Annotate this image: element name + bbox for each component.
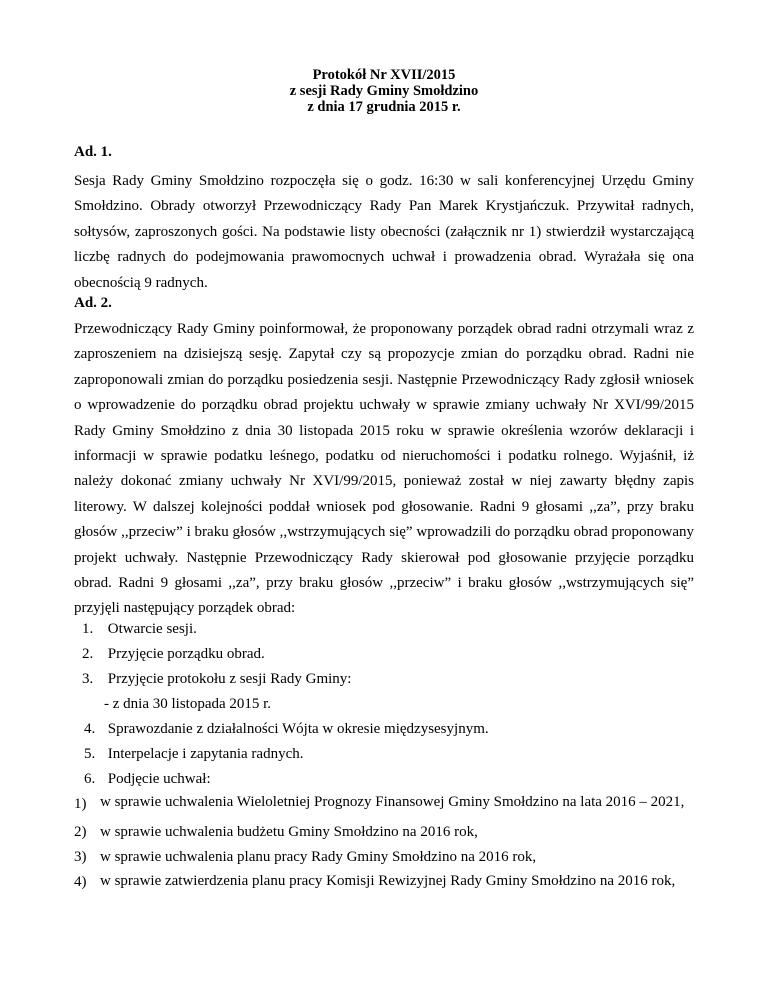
resolution-text: w sprawie zatwierdzenia planu pracy Komisji Rewizyjnej Rady Gminy Smołdzino na 2016 rok, (100, 873, 676, 889)
agenda-subitem (104, 695, 271, 713)
agenda-item (84, 770, 211, 788)
resolution-item (74, 848, 694, 866)
agenda-item-text: Sprawozdanie z działalności Wójta w okresie międzysesyjnym. (107, 721, 489, 737)
agenda-item-number: 5. (84, 746, 96, 762)
resolution-number: 2) (74, 824, 87, 840)
agenda-item-number: 3. (82, 671, 94, 687)
resolution-text: w sprawie uchwalenia Wieloletniej Prognozy Finansowej Gminy Smołdzino na lata 2016 – 2021, (100, 794, 685, 810)
resolution-item (74, 823, 694, 841)
section-heading-ad2: Ad. 2. (74, 295, 112, 311)
document-title: Protokół Nr XVII/2015 (312, 67, 456, 83)
agenda-item (84, 720, 489, 738)
section-heading-ad1: Ad. 1. (74, 144, 112, 160)
section-paragraph-ad1: Sesja Rady Gminy Smołdzino rozpoczęła się o godz. 16:30 w sali konferencyjnej Urzędu Gminy Smołdzino. Obrady otworzył Przewodniczący Rady Pan Marek Krystjańczuk. Przywitał radnych, sołtysów, zaproszonych gości. Na podstawie listy obecności (załącznik nr 1) stwierdził wystarczającą liczbę radnych do podejmowania prawomocnych uchwał i prowadzenia obrad. Wyrażała się ona obecnością 9 radnych. (74, 173, 694, 291)
agenda-item-number: 6. (84, 771, 96, 787)
agenda-item-text: Przyjęcie protokołu z sesji Rady Gminy: (107, 671, 352, 687)
resolution-number: 4) (74, 874, 87, 890)
resolution-item (74, 794, 694, 812)
agenda-item (84, 745, 303, 763)
agenda-item-text: Otwarcie sesji. (107, 621, 197, 637)
agenda-item-text: Przyjęcie porządku obrad. (107, 646, 265, 662)
agenda-item (82, 645, 265, 663)
agenda-item (82, 620, 197, 638)
resolution-text: w sprawie uchwalenia planu pracy Rady Gminy Smołdzino na 2016 rok, (100, 849, 537, 865)
resolution-number: 3) (74, 849, 87, 865)
agenda-item-text: Podjęcie uchwał: (107, 771, 211, 787)
agenda-item-number: 2. (82, 646, 94, 662)
document-date: z dnia 17 grudnia 2015 r. (307, 99, 461, 115)
resolution-number: 1) (74, 796, 87, 812)
agenda-subitem-text: - z dnia 30 listopada 2015 r. (104, 696, 272, 712)
resolution-text: w sprawie uchwalenia budżetu Gminy Smołdzino na 2016 rok, (100, 824, 478, 840)
agenda-item (82, 670, 351, 688)
agenda-item-text: Interpelacje i zapytania radnych. (107, 746, 304, 762)
resolution-item (74, 873, 694, 894)
document-subtitle: z sesji Rady Gminy Smołdzino (289, 83, 479, 99)
agenda-item-number: 4. (84, 721, 96, 737)
agenda-item-number: 1. (82, 621, 94, 637)
section-paragraph-ad2: Przewodniczący Rady Gminy poinformował, że proponowany porządek obrad radni otrzymali wraz z zaproszeniem na dzisiejszą sesję. Zapytał czy są propozycje zmian do porządku obrad. Radni nie zaproponowali zmian do porządku posiedzenia sesji. Następnie Przewodniczący Rady zgłosił wniosek o wprowadzenie do porządku obrad projektu uchwały w sprawie zmiany uchwały Nr XVI/99/2015 Rady Gminy Smołdzino z dnia 30 listopada 2015 roku w sprawie określenia wzorów deklaracji i informacji w sprawie podatku leśnego, podatku od nieruchomości i podatku rolnego. Wyjaśnił, iż należy dokonać zmiany uchwały Nr XVI/99/2015, ponieważ został w niej zawarty błędny zapis literowy. W dalszej kolejności poddał wniosek pod głosowanie. Radni 9 głosami ,,za”, przy braku głosów ,,przeciw” i braku głosów ,,wstrzymujących się” wprowadzili do porządku obrad proponowany projekt uchwały. Następnie Przewodniczący Rady skierował pod głosowanie przyjęcie porządku obrad. Radni 9 głosami ,,za”, przy braku głosów ,,przeciw” i braku głosów ,,wstrzymujących się” przyjęli następujący porządek obrad: (74, 321, 694, 617)
